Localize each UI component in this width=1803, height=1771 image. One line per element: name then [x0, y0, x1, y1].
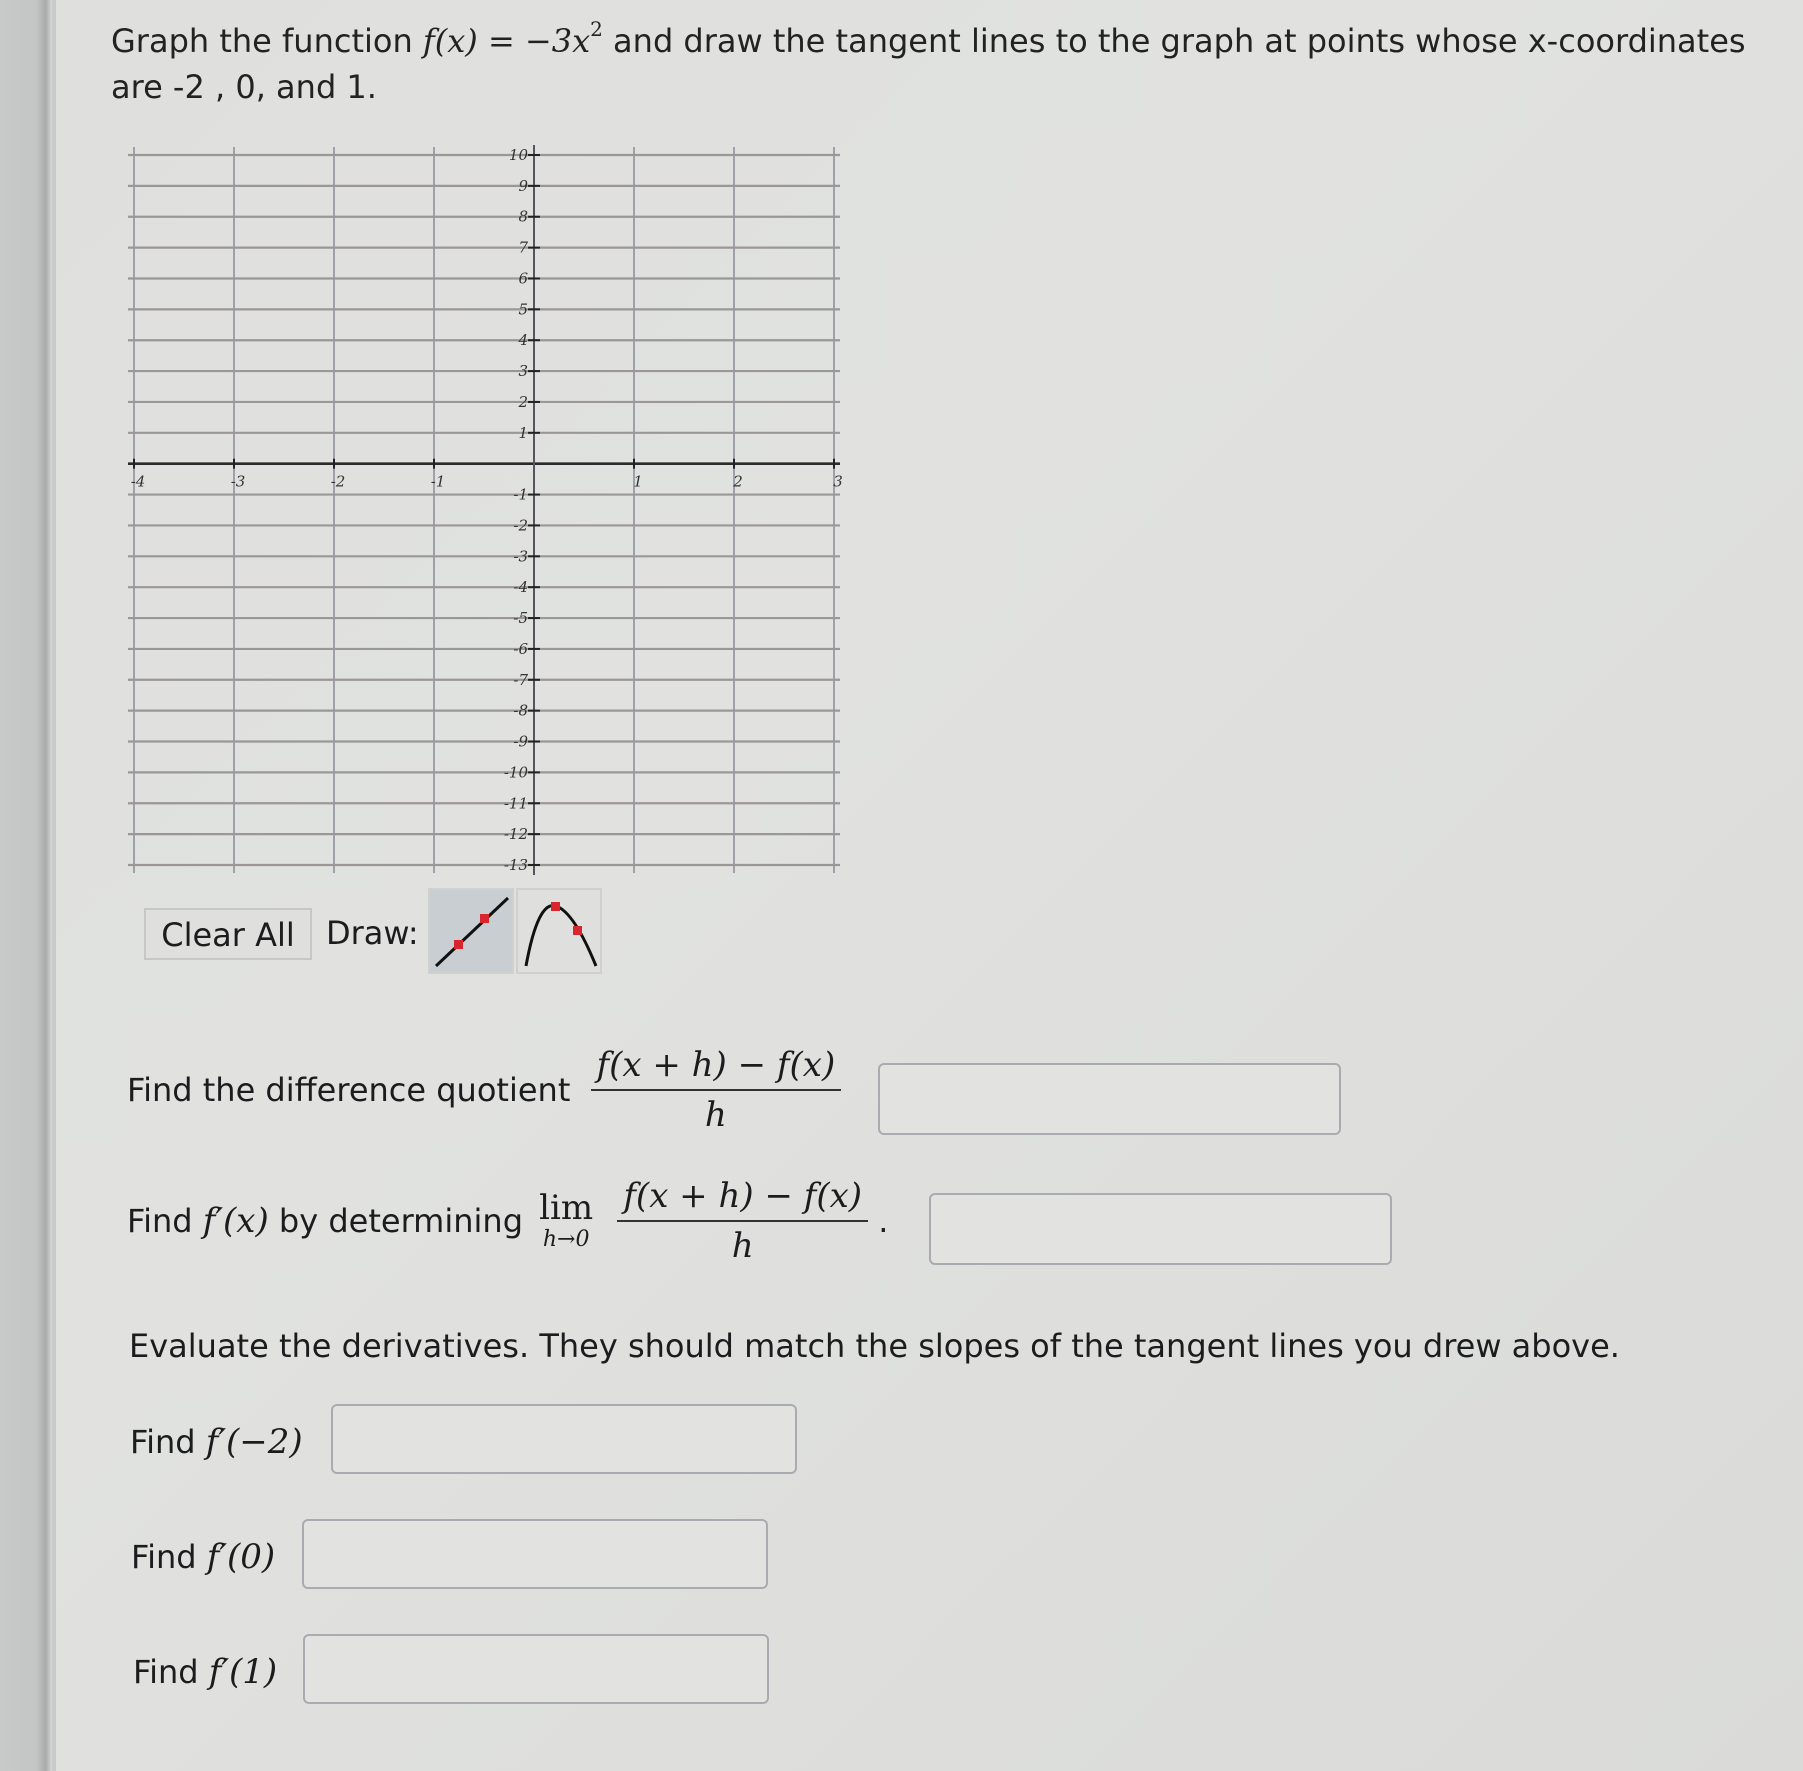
- y-tick-label: 3: [518, 362, 528, 381]
- fprime-neg2: f′(−2): [205, 1422, 303, 1462]
- x-tick-label: 2: [733, 472, 743, 491]
- y-tick-label: -7: [513, 670, 528, 689]
- line-point-icon: [480, 914, 489, 923]
- fprime-0: f′(0): [206, 1537, 276, 1577]
- y-tick-label: -10: [503, 763, 528, 782]
- clear-all-button[interactable]: Clear All: [144, 908, 312, 960]
- limit-operator: lim h→0: [539, 1188, 594, 1252]
- evaluate-instruction: Evaluate the derivatives. They should match the slopes of the tangent lines you drew above.: [129, 1327, 1620, 1365]
- y-tick-label: -4: [513, 578, 528, 597]
- line-point-icon: [454, 940, 463, 949]
- function-lhs: f(x): [422, 22, 478, 60]
- y-tick-label: 8: [518, 207, 528, 226]
- function-equals: =: [487, 22, 515, 60]
- x-tick-label: 1: [633, 472, 643, 491]
- graph-canvas[interactable]: [118, 140, 858, 880]
- y-tick-label: 1: [518, 423, 528, 442]
- difference-quotient-row: [127, 1045, 841, 1135]
- y-tick-label: -9: [513, 732, 528, 751]
- y-tick-label: -5: [513, 609, 528, 628]
- find-label: Find: [133, 1653, 199, 1691]
- difference-quotient-fraction: $\frac{f(x + h) - f(x)}{h}$: [591, 1045, 842, 1135]
- window-left-edge: [0, 0, 52, 1771]
- y-tick-label: 6: [518, 269, 528, 288]
- by-determining-label: by determining: [278, 1202, 523, 1240]
- difference-quotient-label: Find the difference quotient: [127, 1071, 571, 1109]
- fprime-0-input[interactable]: [302, 1519, 768, 1589]
- function-rhs: $-3x^2$: [524, 17, 603, 60]
- y-tick-label: -13: [503, 856, 528, 874]
- x-tick-label: -3: [230, 472, 246, 491]
- find-label: Find: [127, 1202, 193, 1240]
- y-tick-label: 5: [518, 300, 528, 319]
- find-label: Find: [130, 1423, 196, 1461]
- parabola-vertex-icon: [551, 902, 560, 911]
- y-tick-label: 9: [518, 176, 528, 195]
- fprime-x: f′(x): [202, 1201, 269, 1241]
- y-tick-label: 4: [518, 331, 528, 350]
- x-tick-label: -4: [130, 472, 146, 491]
- y-tick-label: -12: [503, 825, 528, 844]
- question-line2: are -2 , 0, and 1.: [111, 68, 377, 106]
- parabola-tool-button[interactable]: [516, 888, 602, 974]
- y-tick-label: -1: [513, 485, 528, 504]
- question-prefix: Graph the function: [111, 22, 413, 60]
- question-prompt: [111, 6, 1761, 110]
- period: .: [878, 1202, 889, 1240]
- eval-row-neg2: [130, 1422, 303, 1462]
- y-tick-label: -3: [513, 547, 528, 566]
- limit-fraction: $\frac{f(x + h) - f(x)}{h}$: [617, 1176, 868, 1266]
- y-tick-label: 10: [508, 146, 528, 164]
- parabola-point-icon: [573, 926, 582, 935]
- y-tick-label: -11: [503, 794, 528, 813]
- line-tool-icon: [430, 890, 512, 972]
- coordinate-grid[interactable]: [118, 140, 858, 880]
- y-tick-label: -6: [513, 639, 528, 658]
- y-tick-label: -2: [513, 516, 528, 535]
- y-tick-label: -8: [513, 701, 528, 720]
- parabola-tool-icon: [518, 890, 600, 972]
- y-tick-label: 2: [518, 392, 528, 411]
- y-tick-label: 7: [518, 238, 528, 257]
- question-suffix: and draw the tangent lines to the graph at points whose x-coordinates: [613, 22, 1746, 60]
- fprime-1: f′(1): [208, 1652, 278, 1692]
- find-label: Find: [131, 1538, 197, 1576]
- difference-quotient-input[interactable]: [878, 1063, 1341, 1135]
- x-tick-label: 3: [833, 472, 843, 491]
- eval-row-1: [133, 1652, 277, 1692]
- derivative-input[interactable]: [929, 1193, 1392, 1265]
- line-tool-button[interactable]: [428, 888, 514, 974]
- x-tick-label: -1: [430, 472, 446, 491]
- draw-label: Draw:: [326, 914, 419, 952]
- eval-row-0: [131, 1537, 275, 1577]
- fprime-neg2-input[interactable]: [331, 1404, 797, 1474]
- fprime-1-input[interactable]: [303, 1634, 769, 1704]
- derivative-limit-row: [127, 1176, 888, 1266]
- x-tick-label: -2: [330, 472, 346, 491]
